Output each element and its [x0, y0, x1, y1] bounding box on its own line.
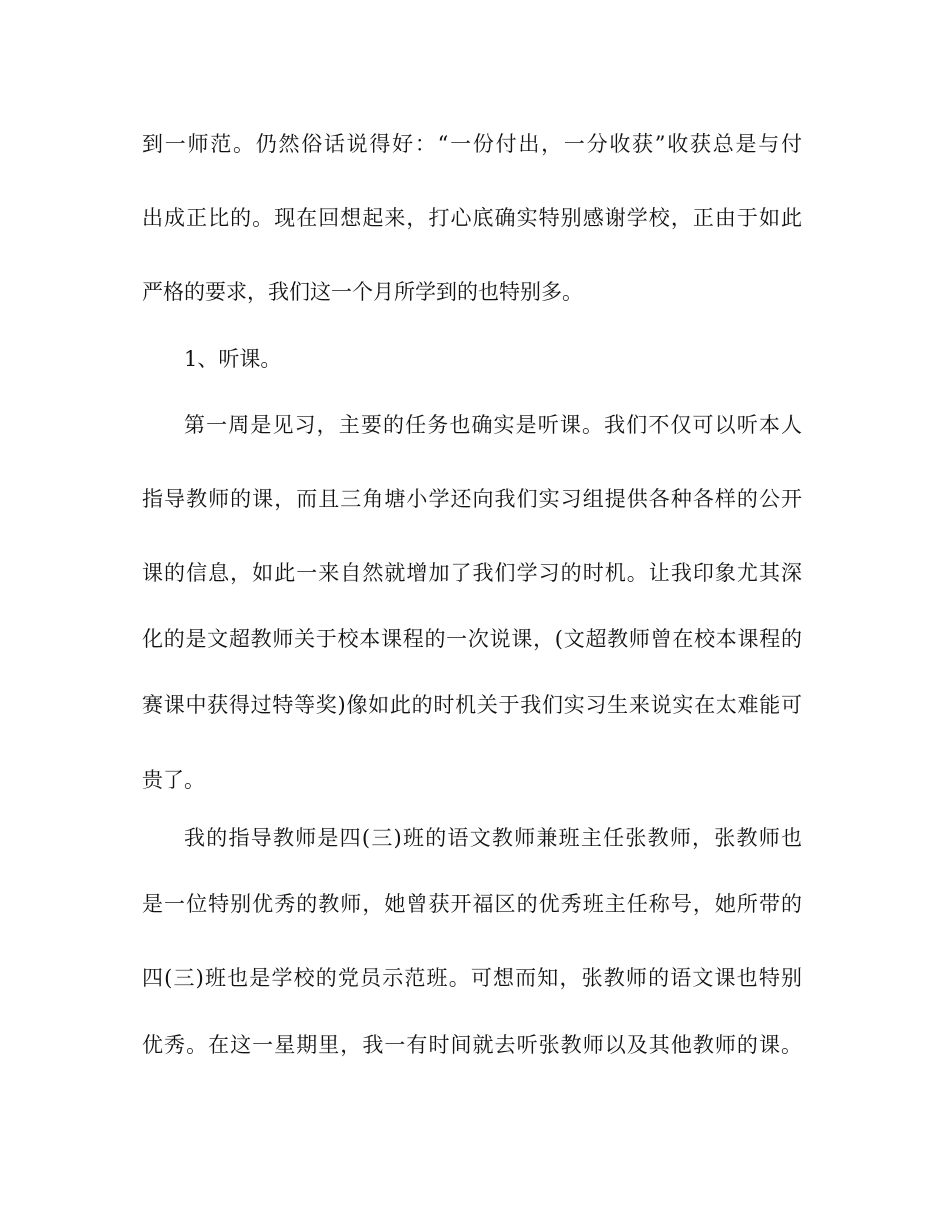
paragraph-text: 贵了。 — [142, 768, 205, 792]
text-line-13 — [0, 958, 950, 998]
paragraph-text: 是一位特别优秀的教师，她曾获开福区的优秀班主任称号，她所带的 — [142, 892, 802, 916]
paragraph-text: 第一周是见习，主要的任务也确实是听课。我们不仅可以听本人 — [184, 413, 802, 437]
text-line-8 — [0, 619, 950, 659]
paragraph-text: 优秀。在这一星期里，我一有时间就去听张教师以及其他教师的课。 — [142, 1033, 802, 1057]
text-line-1 — [0, 124, 950, 164]
text-line-6 — [0, 479, 950, 519]
text-line-5 — [0, 405, 950, 445]
text-line-3 — [0, 272, 950, 312]
paragraph-text: 指导教师的课，而且三角塘小学还向我们实习组提供各种各样的公开 — [142, 487, 802, 511]
paragraph-text: 化的是文超教师关于校本课程的一次说课，(文超教师曾在校本课程的 — [142, 627, 802, 651]
paragraph-text: 赛课中获得过特等奖)像如此的时机关于我们实习生来说实在太难能可 — [142, 693, 802, 717]
text-line-7 — [0, 553, 950, 593]
text-line-11 — [0, 818, 950, 858]
paragraph-text: 严格的要求，我们这一个月所学到的也特别多。 — [142, 280, 583, 304]
text-line-14 — [0, 1025, 950, 1065]
paragraph-text: 我的指导教师是四(三)班的语文教师兼班主任张教师，张教师也 — [184, 826, 802, 850]
text-line-9 — [0, 685, 950, 725]
paragraph-text: 出成正比的。现在回想起来，打心底确实特别感谢学校，正由于如此 — [142, 206, 802, 230]
paragraph-text: 四(三)班也是学校的党员示范班。可想而知，张教师的语文课也特别 — [142, 966, 802, 990]
section-heading-line — [0, 339, 950, 379]
paragraph-text: 到一师范。仍然俗话说得好：“一份付出，一分收获”收获总是与付 — [142, 132, 802, 156]
section-heading: 1、听课。 — [184, 347, 282, 371]
text-line-12 — [0, 884, 950, 924]
text-line-2 — [0, 198, 950, 238]
paragraph-text: 课的信息，如此一来自然就增加了我们学习的时机。让我印象尤其深 — [142, 561, 802, 585]
text-line-10 — [0, 760, 950, 800]
